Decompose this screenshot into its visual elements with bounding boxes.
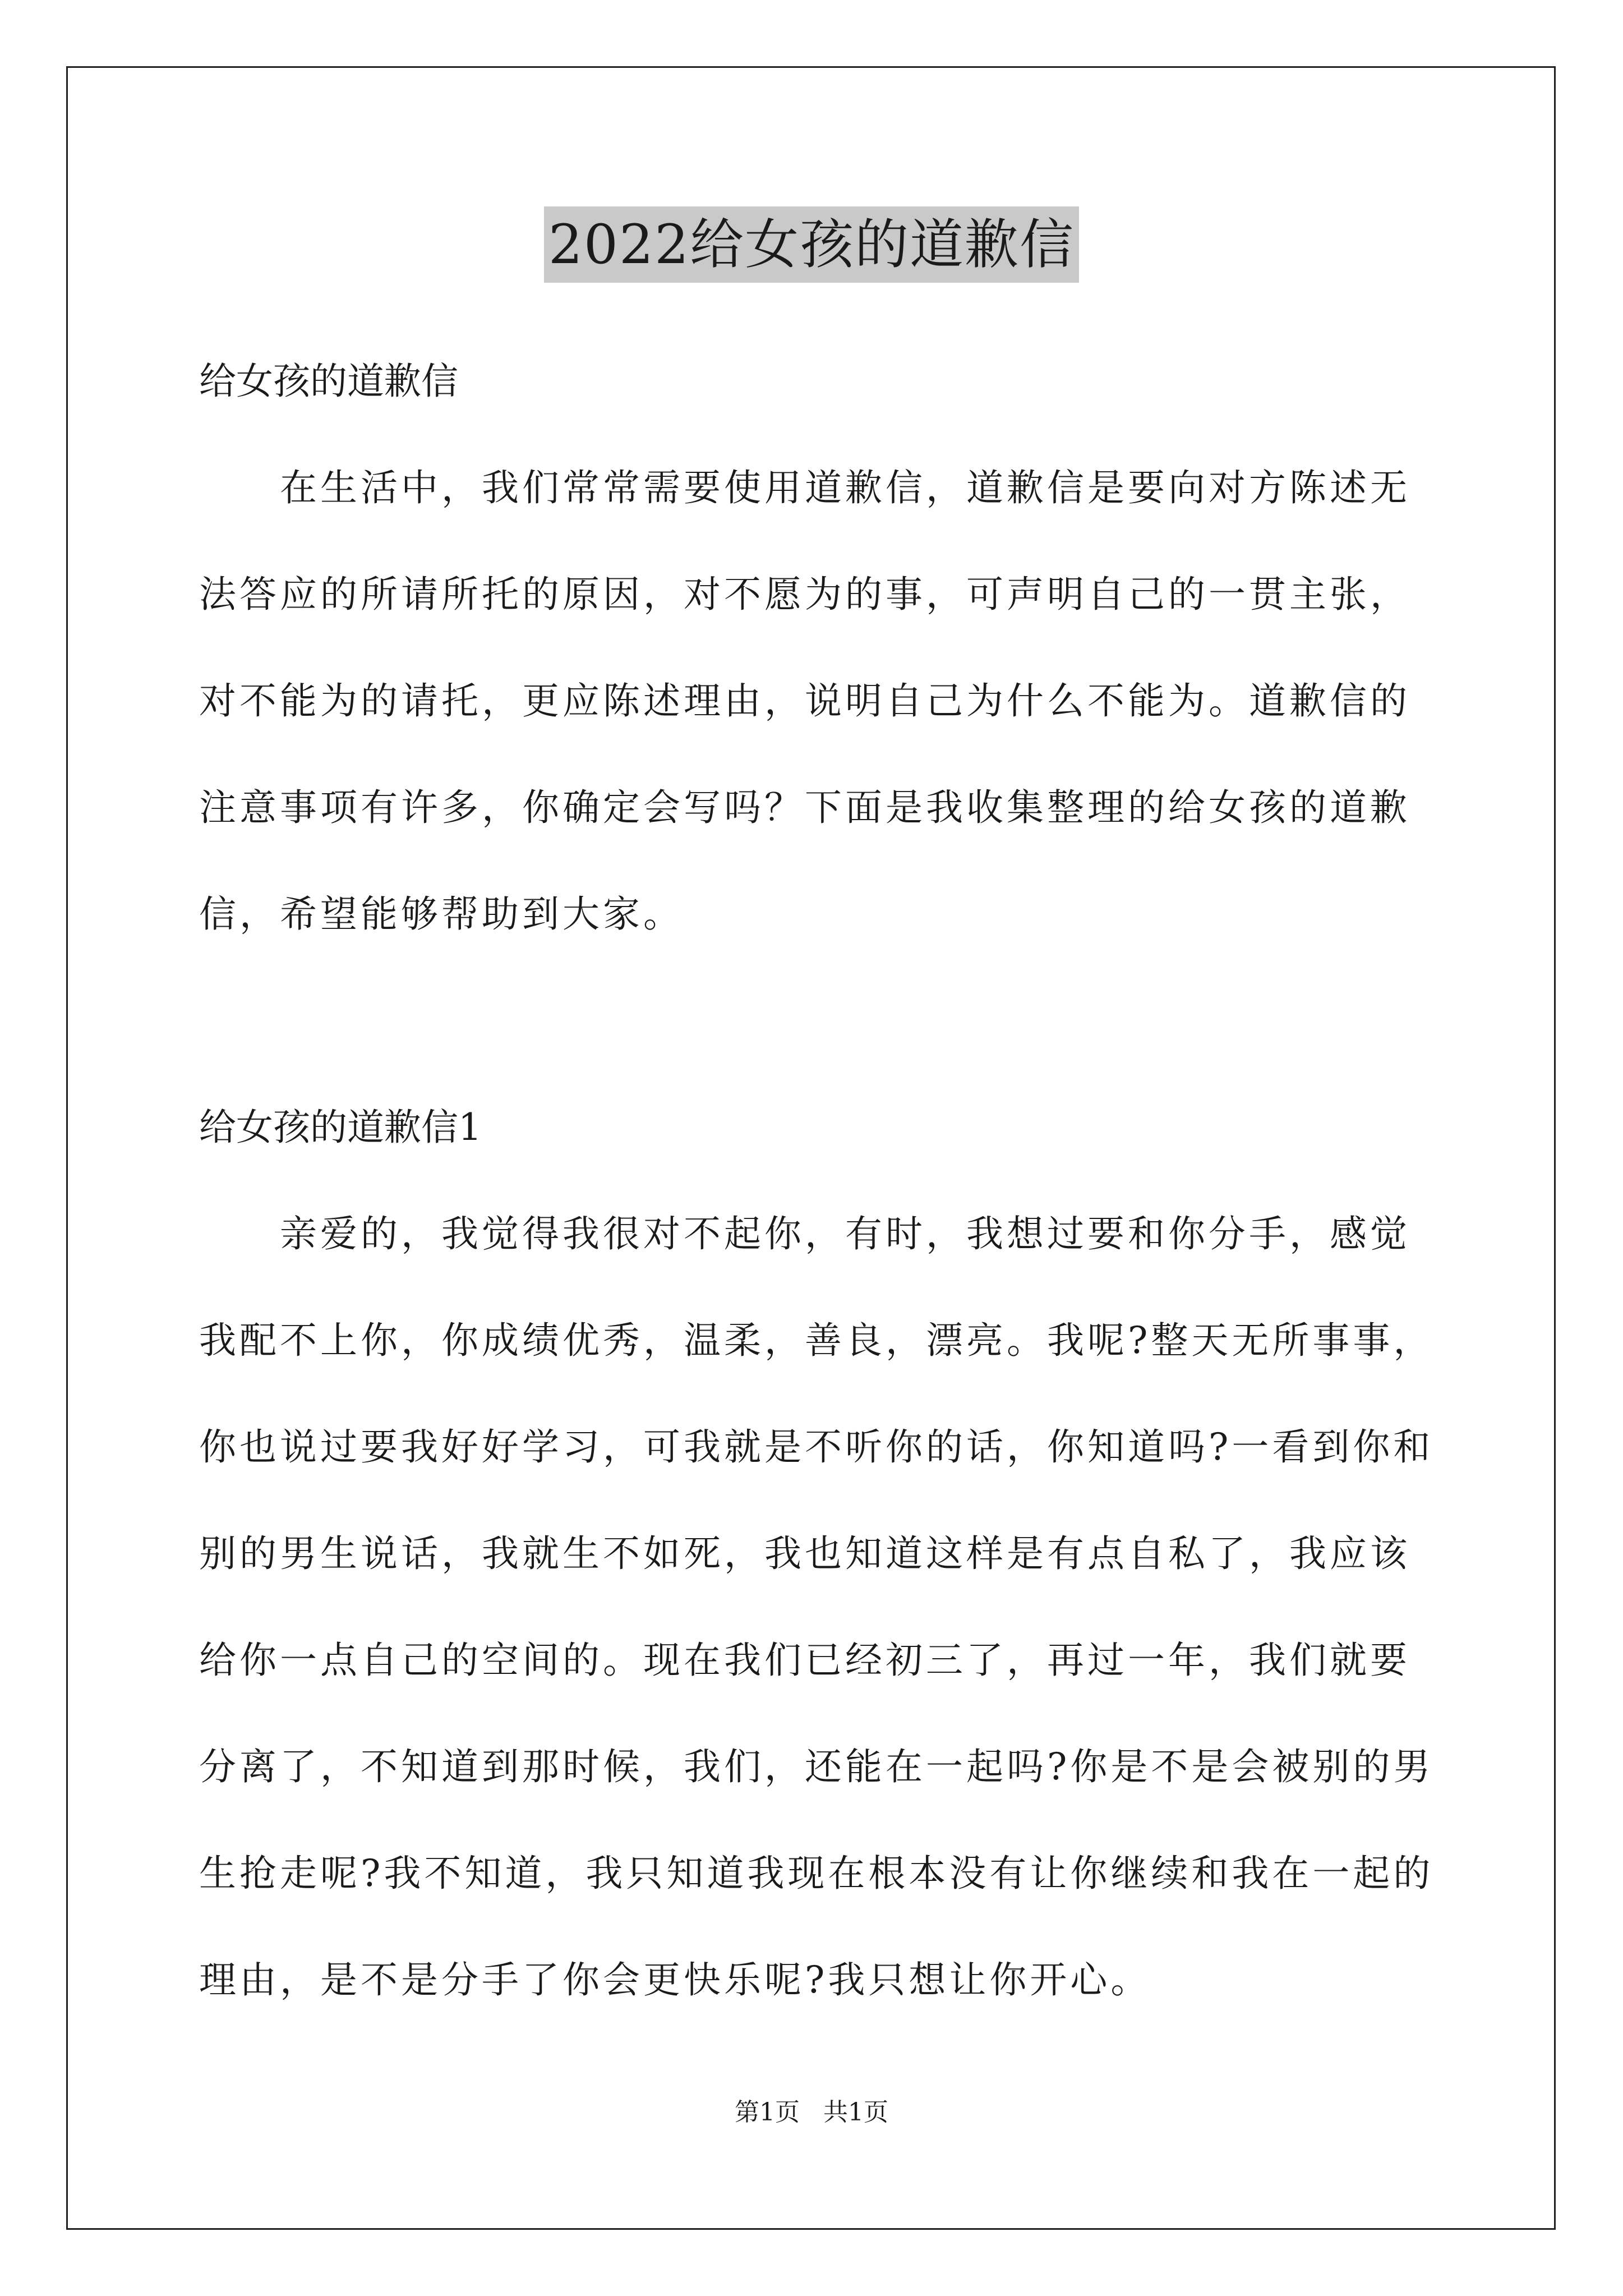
document-title: 2022给女孩的道歉信 [544,206,1079,283]
paragraph-line: 生抢走呢?我不知道，我只知道我现在根本没有让你继续和我在一起的 [199,1852,1434,1895]
title-container [0,206,1623,283]
paragraph-line: 法答应的所请所托的原因，对不愿为的事，可声明自己的一贯主张， [199,573,1410,616]
paragraph-line: 你也说过要我好好学习，可我就是不听你的话，你知道吗?一看到你和 [199,1425,1434,1469]
page-count: 共1页 [823,2098,888,2127]
paragraph-line: 别的男生说话，我就生不如死，我也知道这样是有点自私了，我应该 [199,1532,1410,1575]
paragraph-line: 对不能为的请托，更应陈述理由，说明自己为什么不能为。道歉信的 [199,679,1410,723]
paragraph-line: 在生活中，我们常常需要使用道歉信，道歉信是要向对方陈述无 [199,466,1410,509]
paragraph-line: 亲爱的，我觉得我很对不起你，有时，我想过要和你分手，感觉 [199,1212,1410,1255]
intro-heading: 给女孩的道歉信 [199,360,458,403]
paragraph-line: 我配不上你，你成绩优秀，温柔，善良，漂亮。我呢?整天无所事事， [199,1319,1434,1362]
page-number: 第1页 [735,2098,800,2127]
paragraph-line: 分离了，不知道到那时候，我们，还能在一起吗?你是不是会被别的男 [199,1745,1434,1788]
paragraph-line: 理由，是不是分手了你会更快乐呢?我只想让你开心。 [199,1958,1151,2001]
letter1-heading: 给女孩的道歉信1 [199,1106,482,1149]
paragraph-line: 给你一点自己的空间的。现在我们已经初三了，再过一年，我们就要 [199,1639,1410,1682]
page-footer [0,2097,1623,2128]
paragraph-line: 信，希望能够帮助到大家。 [199,892,684,936]
paragraph-line: 注意事项有许多，你确定会写吗？下面是我收集整理的给女孩的道歉 [199,786,1410,829]
